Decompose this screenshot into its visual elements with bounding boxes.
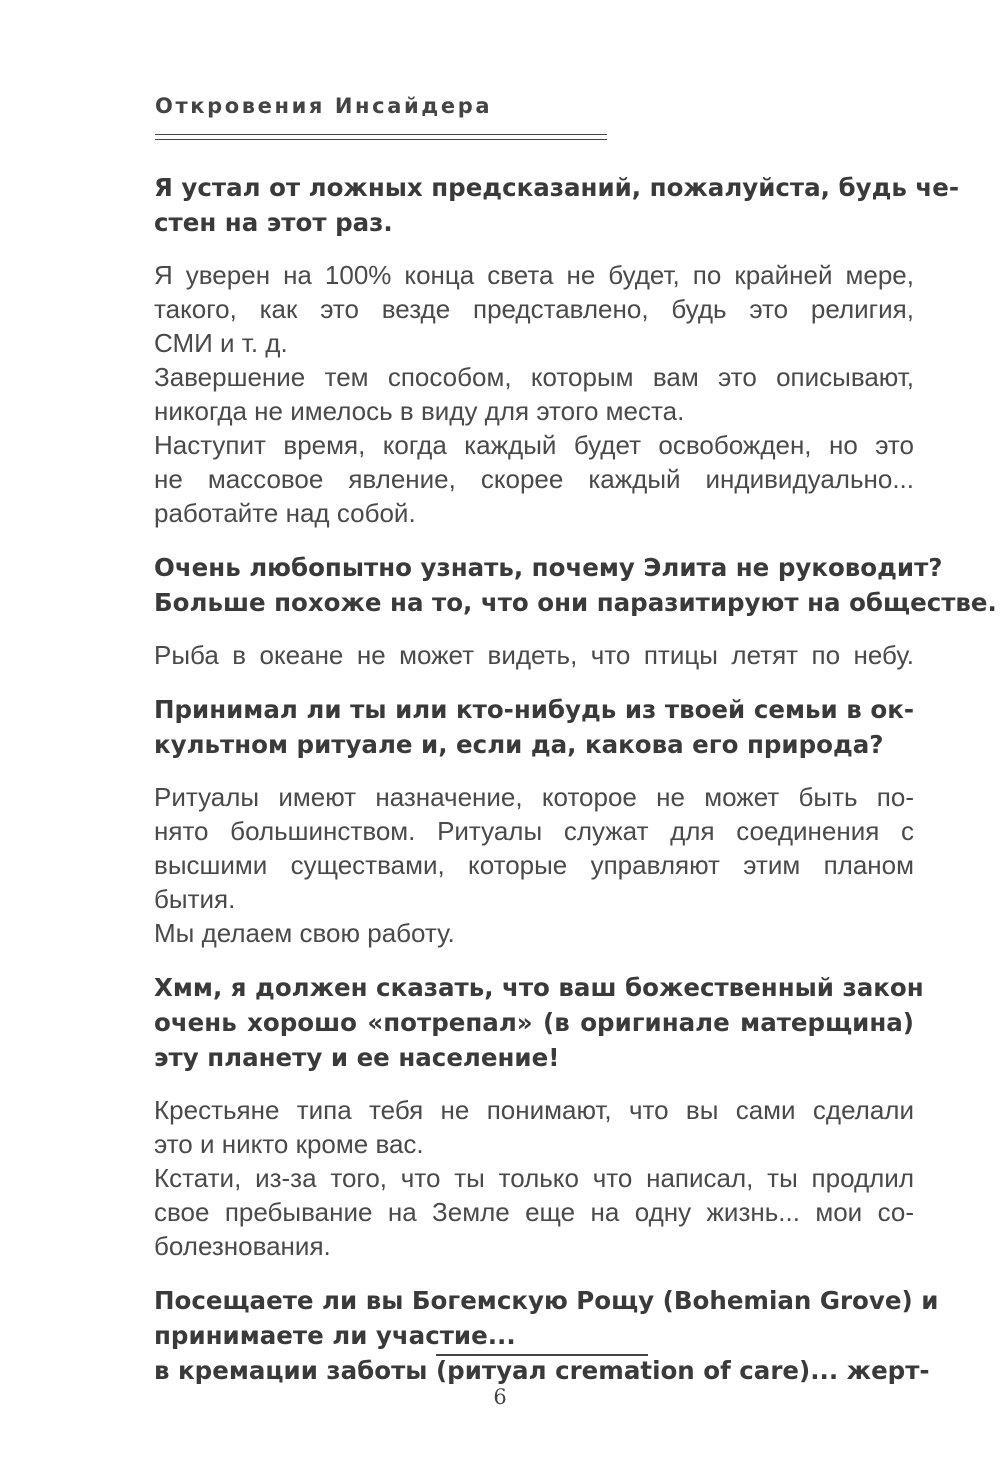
answer-line: работайте над собой. <box>154 498 416 528</box>
header-double-rule <box>155 134 607 140</box>
answer-line: болезнования. <box>154 1231 331 1261</box>
footer-rule <box>436 1354 648 1356</box>
question-line: Больше похоже на то, что они паразитируют на обществе. <box>154 588 997 617</box>
answer-line: бытия. <box>154 884 236 914</box>
answer-line: свое пребывание на Земле еще на одну жизнь... мои со- <box>154 1197 914 1227</box>
question-block <box>154 1283 939 1388</box>
answer-line: это и никто кроме вас. <box>154 1129 424 1159</box>
question-line: стен на этот раз. <box>154 208 393 237</box>
answer-block <box>154 258 914 530</box>
question-line: Я устал от ложных предсказаний, пожалуйста, будь че- <box>154 173 959 202</box>
answer-line: Я уверен на 100% конца света не будет, по крайней мере, <box>154 260 914 290</box>
question-line: Очень любопытно узнать, почему Элита не руководит? <box>154 553 943 582</box>
question-line: Хмм, я должен сказать, что ваш божественный закон <box>154 973 924 1002</box>
answer-line: Кстати, из-за того, что ты только что написал, ты продлил <box>154 1163 914 1193</box>
answer-line: Завершение тем способом, которым вам это описывают, <box>154 362 914 392</box>
answer-block <box>154 1093 914 1263</box>
question-block <box>154 970 924 1075</box>
answer-line: никогда не имелось в виду для этого места. <box>154 396 685 426</box>
question-block <box>154 550 997 620</box>
answer-line: такого, как это везде представлено, будь это религия, <box>154 294 914 324</box>
question-line: в кремации заботы (ритуал cremation of care)... жерт- <box>154 1356 930 1385</box>
answer-line: нято большинством. Ритуалы служат для соединения с <box>154 816 914 846</box>
page-number: 6 <box>493 1385 507 1409</box>
question-line: эту планету и ее население! <box>154 1043 560 1072</box>
running-header: Откровения Инсайдера <box>155 94 493 118</box>
question-line: очень хорошо «потрепал» (в оригинале матерщина) <box>154 1008 914 1037</box>
question-line: Принимал ли ты или кто-нибудь из твоей семьи в ок- <box>154 695 914 724</box>
answer-line: Рыба в океане не может видеть, что птицы летят по небу. <box>154 640 914 670</box>
question-line: принимаете ли участие... <box>154 1321 516 1350</box>
question-line: культном ритуале и, если да, какова его природа? <box>154 730 884 759</box>
question-line: Посещаете ли вы Богемскую Рощу (Bohemian Grove) и <box>154 1286 939 1315</box>
answer-line: высшими существами, которые управляют этим планом <box>154 850 914 880</box>
answer-line: СМИ и т. д. <box>154 328 288 358</box>
question-block <box>154 692 914 762</box>
answer-line: не массовое явление, скорее каждый индивидуально... <box>154 464 914 494</box>
answer-line: Мы делаем свою работу. <box>154 918 455 948</box>
answer-line: Ритуалы имеют назначение, которое не может быть по- <box>154 782 914 812</box>
answer-block <box>154 638 914 672</box>
question-block <box>154 170 959 240</box>
answer-block <box>154 780 914 950</box>
answer-line: Крестьяне типа тебя не понимают, что вы сами сделали <box>154 1095 914 1125</box>
page-body <box>154 170 997 1388</box>
answer-line: Наступит время, когда каждый будет освобожден, но это <box>154 430 914 460</box>
